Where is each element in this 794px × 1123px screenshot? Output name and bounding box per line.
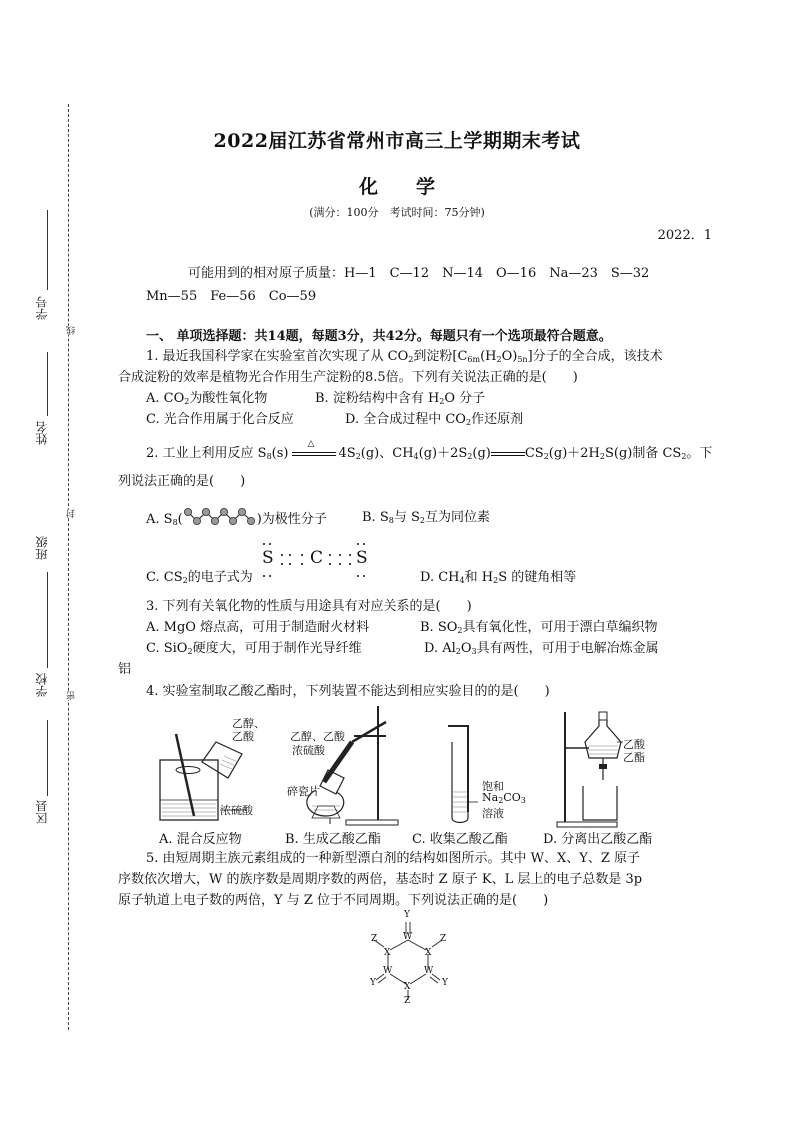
q3-option-a[interactable]: A. MgO 熔点高，可用于制造耐火材料 xyxy=(146,620,370,635)
q5-stem-line1: 5. 由短周期主族元素组成的一种新型漂白剂的结构如图所示。其中 W、X、Y、Z 原子 xyxy=(146,851,641,866)
q3-option-c[interactable]: C. SiO$_2$硬度大，可用于制作光导纤维 xyxy=(146,641,362,656)
atom-w-left: W xyxy=(383,966,393,976)
label-acetic-acid-d: 乙酸 xyxy=(623,738,645,751)
q1-option-d[interactable]: D. 全合成过程中 $CO_2$作还原剂 xyxy=(345,412,524,427)
label-conc-sulfuric: 浓硫酸 xyxy=(220,804,253,817)
q2-option-a[interactable]: A. $S_8$( )为极性分子 xyxy=(146,508,327,529)
label-ethanol-acetic: 乙醇、 xyxy=(232,717,265,730)
s8-ring-structure xyxy=(183,508,257,526)
heat-arrow: △ xyxy=(289,444,339,463)
atomic-mass-line2: Mn—55 Fe—56 Co—59 xyxy=(146,289,317,304)
q1-stem: 1. 最近我国科学家在实验室首次实现了从 $CO_2$到淀粉$[C_{6m}(H_2O)_{5n}]$分子的全合成，该技术 xyxy=(146,349,663,364)
atomic-mass-line1: 可能用到的相对原子质量：H—1 C—12 N—14 O—16 Na—23 S—32 xyxy=(188,266,650,281)
apparatus-c-collection xyxy=(440,722,480,826)
q3-option-b[interactable]: B. $SO_2$具有氧化性，可用于漂白草编织物 xyxy=(420,620,658,635)
q4-stem: 4. 实验室制取乙酸乙酯时，下列装置不能达到相应实验目的的是( ) xyxy=(146,684,550,699)
binding-label-name: 姓名 xyxy=(35,421,49,445)
binding-label-student-id: 学号 xyxy=(35,296,49,320)
binding-mark-line: 线 xyxy=(67,326,77,335)
school-blank[interactable] xyxy=(47,598,48,668)
q2-option-b[interactable]: B. $S_8$与 $S_2$互为同位素 xyxy=(362,510,490,525)
atom-y-left: Y xyxy=(370,978,376,988)
label-ester-d: 乙酯 xyxy=(623,751,645,764)
label-na2co3: $Na_2CO_3$ xyxy=(482,791,526,805)
subject-title: 化学 xyxy=(358,176,473,198)
q2-stem: 2. 工业上利用反应 $S_8(s)$ △ $4S_2(g)$、$CH_4(g)+2S_2(g)$ $CS_2(g)+2H_2S(g)$制备 $CS_2$。下 xyxy=(146,439,713,461)
atom-y-top: Y xyxy=(404,910,410,920)
q1-option-b[interactable]: B. 淀粉结构中含有 $H_2O$ 分子 xyxy=(315,391,486,406)
label-solution: 溶液 xyxy=(482,807,504,820)
binding-label-school: 学校 xyxy=(35,673,49,697)
binding-mark-seal: 封 xyxy=(67,509,77,518)
atom-w-right: W xyxy=(424,966,434,976)
name-blank[interactable] xyxy=(47,352,48,416)
exam-title: 2022届江苏省常州市高三上学期期末考试 xyxy=(213,130,581,152)
atom-x-right: X xyxy=(425,948,432,958)
bleach-structure xyxy=(360,910,460,1006)
q5-stem-line3: 原子轨道上电子数的两倍，Y 与 Z 位于不同周期。下列说法正确的是( ) xyxy=(118,893,549,908)
atom-x-left: X xyxy=(384,948,391,958)
student-id-blank[interactable] xyxy=(47,210,48,290)
q1-option-a[interactable]: A. $CO_2$为酸性氧化物 xyxy=(146,391,268,406)
label-porcelain-chips: 碎瓷片 xyxy=(287,785,320,798)
q4-option-b[interactable]: B. 生成乙酸乙酯 xyxy=(285,832,381,847)
label-acetic-acid-a: 乙酸 xyxy=(232,730,254,743)
q2-stem-cont: 列说法正确的是( ) xyxy=(118,474,246,489)
q2-option-d[interactable]: D. $CH_4$和 $H_2S$ 的键角相等 xyxy=(420,570,577,585)
binding-label-district: 区县 xyxy=(35,800,49,824)
binding-mark-secret: 密 xyxy=(67,691,77,700)
q5-stem-line2: 序数依次增大，W 的族序数是周期序数的两倍，基态时 Z 原子 K、L 层上的电子总数是 3p xyxy=(118,872,643,887)
q4-option-d[interactable]: D. 分离出乙酸乙酯 xyxy=(543,832,653,847)
exam-date: 2022．1 xyxy=(657,228,712,243)
q4-option-c[interactable]: C. 收集乙酸乙酯 xyxy=(412,832,508,847)
atom-w-top: W xyxy=(403,932,413,942)
label-ethanol-acetic-b: 乙醇、乙酸 xyxy=(290,730,345,743)
q2-option-c[interactable]: C. $CS_2$的电子式为 xyxy=(146,570,253,585)
binding-label-class: 班级 xyxy=(35,536,49,560)
equals-sign xyxy=(491,452,525,456)
label-saturated: 饱和 xyxy=(482,780,504,793)
atom-z-bottom: Z xyxy=(404,996,411,1006)
apparatus-b-reaction xyxy=(290,702,410,828)
apparatus-d-separation xyxy=(555,708,625,828)
q3-stem: 3. 下列有关氧化物的性质与用途具有对应关系的是( ) xyxy=(146,599,472,614)
electron-dots xyxy=(258,540,376,580)
q1-option-c[interactable]: C. 光合作用属于化合反应 xyxy=(146,412,294,427)
cs2-electron-formula: S C S xyxy=(258,540,376,580)
atom-x-bottom: X xyxy=(404,982,411,992)
binding-dashed-line xyxy=(68,104,69,1030)
atom-y-right: Y xyxy=(442,978,448,988)
score-time-info: (满分：100分 考试时间：75分钟) xyxy=(309,206,485,219)
q3-option-d[interactable]: D. $Al_2O_3$具有两性，可用于电解冶炼金属 xyxy=(424,641,659,656)
district-blank[interactable] xyxy=(47,720,48,796)
q4-option-a[interactable]: A. 混合反应物 xyxy=(159,832,242,847)
q1-stem-cont: 合成淀粉的效率是植物光合作用生产淀粉的8.5倍。下列有关说法正确的是( ) xyxy=(118,370,578,385)
section1-heading: 一、 单项选择题：共14题，每题3分，共42分。每题只有一个选项最符合题意。 xyxy=(146,329,612,344)
atom-z-left: Z xyxy=(371,934,378,944)
q3-option-d-wrap: 铝 xyxy=(118,662,132,677)
atom-z-right: Z xyxy=(440,934,447,944)
label-conc-sulfuric-b: 浓硫酸 xyxy=(292,744,325,757)
